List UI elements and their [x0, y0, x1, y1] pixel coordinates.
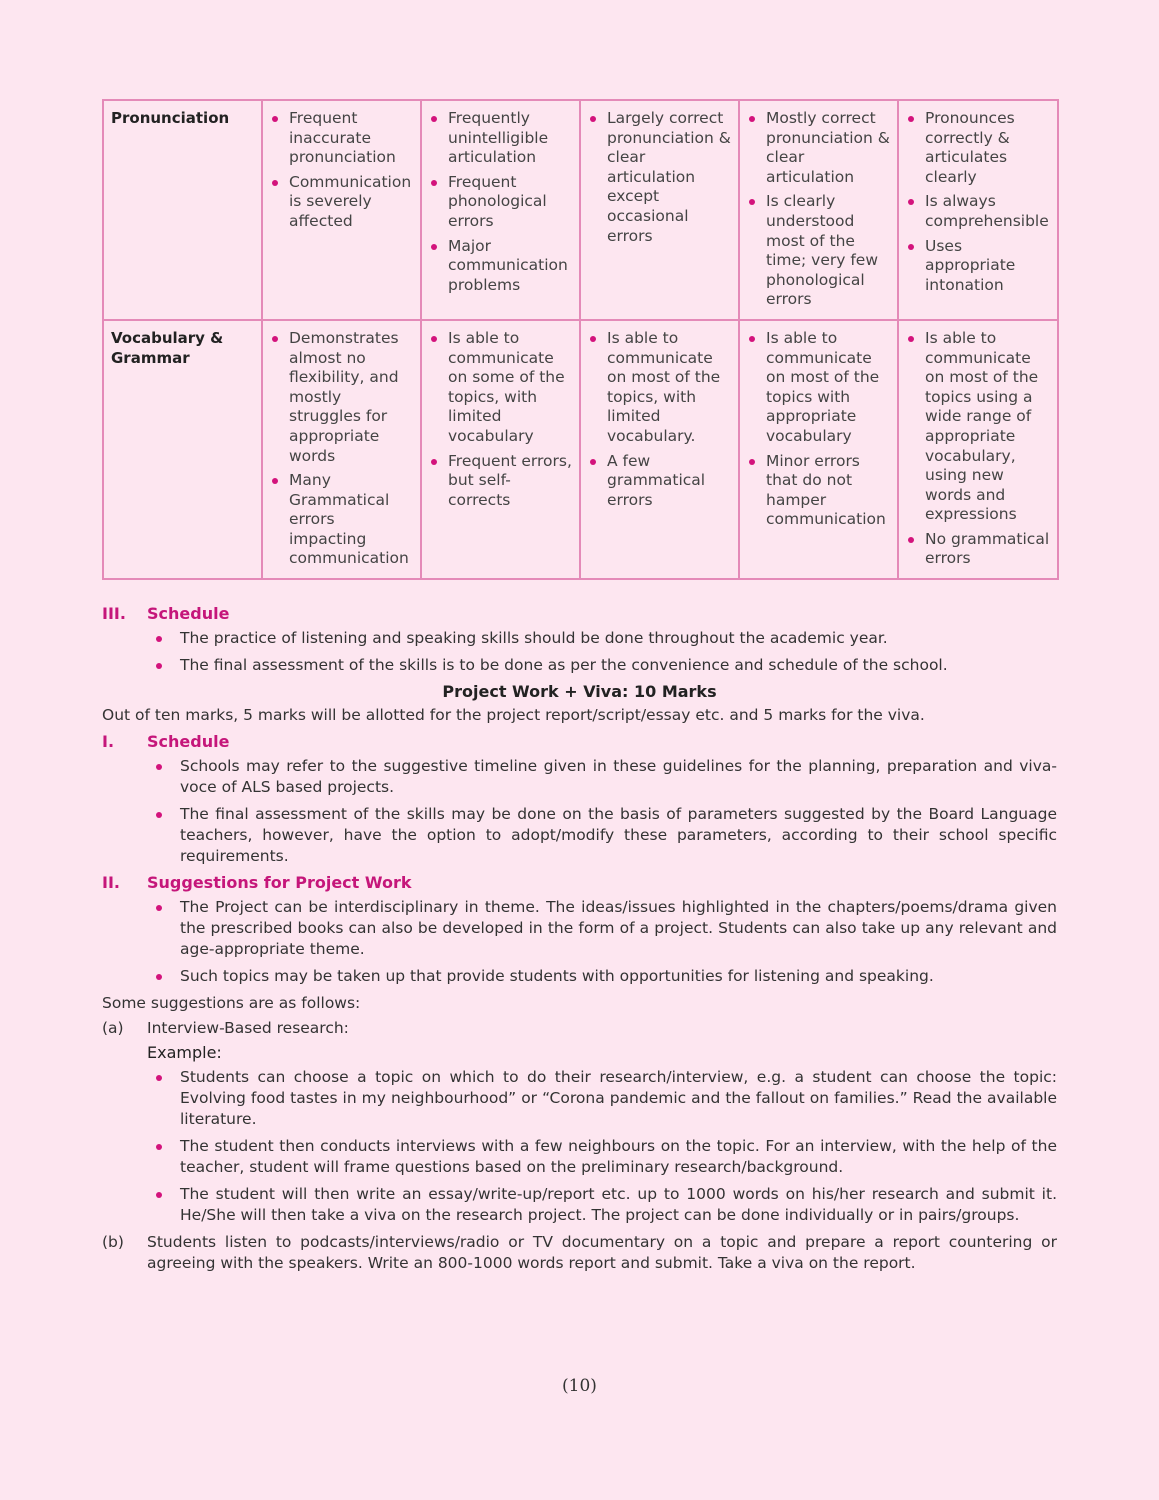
criterion-cell: Vocabulary & Grammar — [103, 320, 262, 579]
section-number: II. — [102, 873, 120, 893]
list-item: No grammatical errors — [906, 530, 1051, 569]
assessment-rubric-table — [102, 99, 1059, 580]
section-heading-schedule — [102, 604, 1057, 623]
item-label: (b) — [102, 1233, 124, 1252]
list-item: Minor errors that do not hamper communication — [747, 452, 891, 530]
list-item: Mostly correct pronunciation & clear articulation — [747, 109, 891, 187]
page-number: (10) — [562, 1376, 597, 1396]
list-item: Is able to communicate on most of the topics using a wide range of appropriate vocabulary, using new words and expressions — [906, 329, 1051, 525]
schedule-bullet-list — [102, 628, 1057, 676]
list-item: The final assessment of the skills is to be done as per the convenience and schedule of the school. — [180, 655, 1057, 676]
level-cell — [580, 100, 739, 320]
list-item: Is able to communicate on most of the topics, with limited vocabulary. — [588, 329, 732, 447]
list-item: Uses appropriate intonation — [906, 237, 1051, 296]
suggestion-item-a — [102, 1018, 1057, 1039]
list-item: The student then conducts interviews with a few neighbours on the topic. For an interview, with the help of the teacher, student will frame questions based on the preliminary research/background. — [180, 1137, 1057, 1177]
list-item: Frequently unintelligible articulation — [429, 109, 573, 168]
section-number: I. — [102, 732, 115, 752]
level-cell — [739, 320, 898, 579]
list-item: Demonstrates almost no flexibility, and mostly struggles for appropriate words — [270, 329, 414, 466]
list-item: Students can choose a topic on which to do their research/interview, e.g. a student can choose the topic: Evolving food tastes in my neighbourhood” or “Corona pandemic and the fallout on families.” Read the available literature. — [180, 1068, 1057, 1129]
table-row — [103, 100, 1058, 320]
level-cell — [421, 100, 580, 320]
table-row — [103, 320, 1058, 579]
level-cell — [898, 320, 1058, 579]
list-item: The Project can be interdisciplinary in theme. The ideas/issues highlighted in the chapters/poems/drama given the prescribed books can also be developed in the form of a project. Students can also take up any relevant and age-appropriate theme. — [180, 898, 1057, 959]
level-cell — [739, 100, 898, 320]
list-item: Schools may refer to the suggestive timeline given in these guidelines for the planning, preparation and viva-voce of ALS based projects. — [180, 757, 1057, 797]
level-cell — [262, 320, 421, 579]
list-item: Many Grammatical errors impacting communication — [270, 471, 414, 569]
example-label: Example: — [147, 1043, 222, 1063]
section-title: Schedule — [147, 604, 230, 624]
project-intro-text: Out of ten marks, 5 marks will be allotted for the project report/script/essay etc. and 5 marks for the viva. — [102, 706, 925, 725]
list-item: Communication is severely affected — [270, 173, 414, 232]
list-item: The practice of listening and speaking skills should be done throughout the academic year. — [180, 628, 1057, 649]
list-item: The final assessment of the skills may be done on the basis of parameters suggested by the Board Language teachers, however, have the option to adopt/modify these parameters, according to their school specific requirements. — [180, 805, 1057, 866]
section-title: Suggestions for Project Work — [147, 873, 412, 893]
schedule-2-bullet-list — [102, 756, 1057, 867]
level-cell — [898, 100, 1058, 320]
list-item: The student will then write an essay/write-up/report etc. up to 1000 words on his/her research and submit it. He/She will then take a viva on the research project. The project can be done individually or in pairs/groups. — [180, 1185, 1057, 1225]
list-item: Frequent inaccurate pronunciation — [270, 109, 414, 168]
suggestions-bullet-list — [102, 897, 1057, 987]
item-text: Interview-Based research: — [147, 1019, 349, 1038]
list-item: Is able to communicate on most of the topics with appropriate vocabulary — [747, 329, 891, 447]
section-number: III. — [102, 604, 126, 624]
page-content — [102, 99, 1057, 1278]
item-text: Students listen to podcasts/interviews/radio or TV documentary on a topic and prepare a report countering or agreeing with the speakers. Write an 800-1000 words report and submit. Take a viva on the report. — [147, 1233, 1057, 1273]
list-item: Is able to communicate on some of the topics, with limited vocabulary — [429, 329, 573, 447]
list-item: Is always comprehensible — [906, 192, 1051, 231]
example-bullet-list — [102, 1067, 1057, 1226]
list-item: Such topics may be taken up that provide students with opportunities for listening and speaking. — [180, 966, 1057, 987]
level-cell — [580, 320, 739, 579]
section-heading-schedule-2 — [102, 732, 1057, 751]
list-item: Major communication problems — [429, 237, 573, 296]
level-cell — [421, 320, 580, 579]
criterion-cell: Pronunciation — [103, 100, 262, 320]
list-item: Frequent errors, but self-corrects — [429, 452, 573, 511]
suggestion-item-b — [102, 1232, 1057, 1274]
list-item: Largely correct pronunciation & clear articulation except occasional errors — [588, 109, 732, 246]
list-item: A few grammatical errors — [588, 452, 732, 511]
list-item: Is clearly understood most of the time; very few phonological errors — [747, 192, 891, 310]
section-heading-suggestions — [102, 873, 1057, 892]
suggestions-intro-text: Some suggestions are as follows: — [102, 994, 361, 1013]
section-title: Schedule — [147, 732, 230, 752]
item-label: (a) — [102, 1019, 124, 1038]
level-cell — [262, 100, 421, 320]
list-item: Frequent phonological errors — [429, 173, 573, 232]
project-work-title: Project Work + Viva: 10 Marks — [442, 682, 717, 702]
list-item: Pronounces correctly & articulates clearly — [906, 109, 1051, 187]
